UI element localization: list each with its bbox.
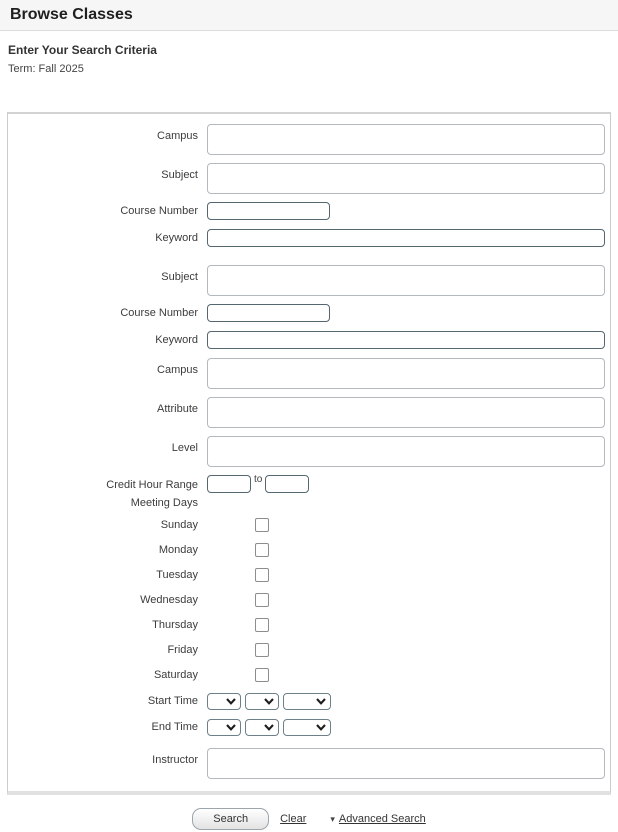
attribute-input[interactable] [207, 397, 605, 428]
campus-input-2[interactable] [207, 358, 605, 389]
wednesday-checkbox[interactable] [255, 593, 269, 607]
credit-hour-to-input[interactable] [265, 475, 309, 493]
tuesday-row [8, 568, 610, 582]
subject-input-1[interactable] [207, 163, 605, 194]
chevron-down-icon [264, 698, 274, 705]
end-time-row [8, 719, 610, 736]
criteria-heading: Enter Your Search Criteria [8, 43, 157, 57]
monday-checkbox[interactable] [255, 543, 269, 557]
end-time-minute-select[interactable] [245, 719, 279, 736]
search-criteria-section [0, 31, 618, 75]
meeting-days-label: Meeting Days [130, 497, 198, 509]
page-title: Browse Classes [10, 6, 133, 23]
campus-row-1 [8, 124, 610, 155]
level-row [8, 436, 610, 467]
chevron-down-icon [226, 724, 236, 731]
friday-label: Friday [167, 643, 198, 656]
chevron-down-icon [316, 724, 326, 731]
search-form-panel [7, 112, 611, 795]
start-time-minute-select[interactable] [245, 693, 279, 710]
credit-hour-range-row [8, 475, 610, 493]
keyword-label-1: Keyword [155, 231, 198, 244]
chevron-down-icon [226, 698, 236, 705]
thursday-checkbox[interactable] [255, 618, 269, 632]
monday-label: Monday [158, 543, 198, 556]
form-actions [0, 808, 618, 830]
course-number-row-2 [8, 304, 610, 322]
chevron-down-icon [316, 698, 326, 705]
credit-hour-to-label: to [254, 474, 263, 485]
sunday-row [8, 518, 610, 532]
search-button[interactable]: Search [192, 808, 269, 830]
subject-label-2: Subject [161, 271, 198, 283]
instructor-input[interactable] [207, 748, 605, 779]
advanced-search-label: Advanced Search [338, 813, 426, 825]
term-label: Term: Fall 2025 [8, 63, 84, 75]
keyword-input-1[interactable] [207, 229, 605, 247]
level-input[interactable] [207, 436, 605, 467]
thursday-label: Thursday [152, 618, 198, 631]
end-time-hour-select[interactable] [207, 719, 241, 736]
sunday-label: Sunday [160, 518, 198, 531]
campus-label-1: Campus [157, 130, 198, 142]
campus-label-2: Campus [157, 364, 198, 376]
credit-hour-range-label: Credit Hour Range [106, 479, 198, 491]
wednesday-label: Wednesday [140, 593, 198, 606]
course-number-input-2[interactable] [207, 304, 330, 322]
saturday-label: Saturday [153, 668, 198, 681]
friday-checkbox[interactable] [255, 643, 269, 657]
saturday-checkbox[interactable] [255, 668, 269, 682]
start-time-label: Start Time [147, 695, 198, 707]
instructor-label: Instructor [152, 754, 198, 766]
campus-input-1[interactable] [207, 124, 605, 155]
saturday-row [8, 668, 610, 682]
level-label: Level [171, 442, 198, 454]
start-time-hour-select[interactable] [207, 693, 241, 710]
triangle-down-icon: ▾ [330, 813, 335, 824]
keyword-input-2[interactable] [207, 331, 605, 349]
monday-row [8, 543, 610, 557]
clear-link[interactable]: Clear [280, 813, 307, 825]
end-time-meridiem-select[interactable] [283, 719, 331, 736]
subject-row-2 [8, 265, 610, 296]
campus-row-2 [8, 358, 610, 389]
keyword-row-1 [8, 229, 610, 247]
chevron-down-icon [264, 724, 274, 731]
subject-input-2[interactable] [207, 265, 605, 296]
course-number-label-1: Course Number [120, 204, 198, 217]
tuesday-label: Tuesday [156, 568, 198, 581]
meeting-days-row [8, 497, 610, 510]
end-time-label: End Time [151, 721, 198, 733]
start-time-row [8, 693, 610, 710]
attribute-row [8, 397, 610, 428]
wednesday-row [8, 593, 610, 607]
keyword-label-2: Keyword [155, 333, 198, 346]
advanced-search-link[interactable] [330, 813, 425, 825]
keyword-row-2 [8, 331, 610, 349]
subject-label-1: Subject [161, 169, 198, 181]
subject-row-1 [8, 163, 610, 194]
sunday-checkbox[interactable] [255, 518, 269, 532]
page-header [0, 0, 618, 31]
start-time-meridiem-select[interactable] [283, 693, 331, 710]
credit-hour-from-input[interactable] [207, 475, 251, 493]
instructor-row [8, 748, 610, 779]
course-number-label-2: Course Number [120, 306, 198, 319]
friday-row [8, 643, 610, 657]
tuesday-checkbox[interactable] [255, 568, 269, 582]
attribute-label: Attribute [157, 403, 198, 415]
thursday-row [8, 618, 610, 632]
course-number-row-1 [8, 202, 610, 220]
course-number-input-1[interactable] [207, 202, 330, 220]
